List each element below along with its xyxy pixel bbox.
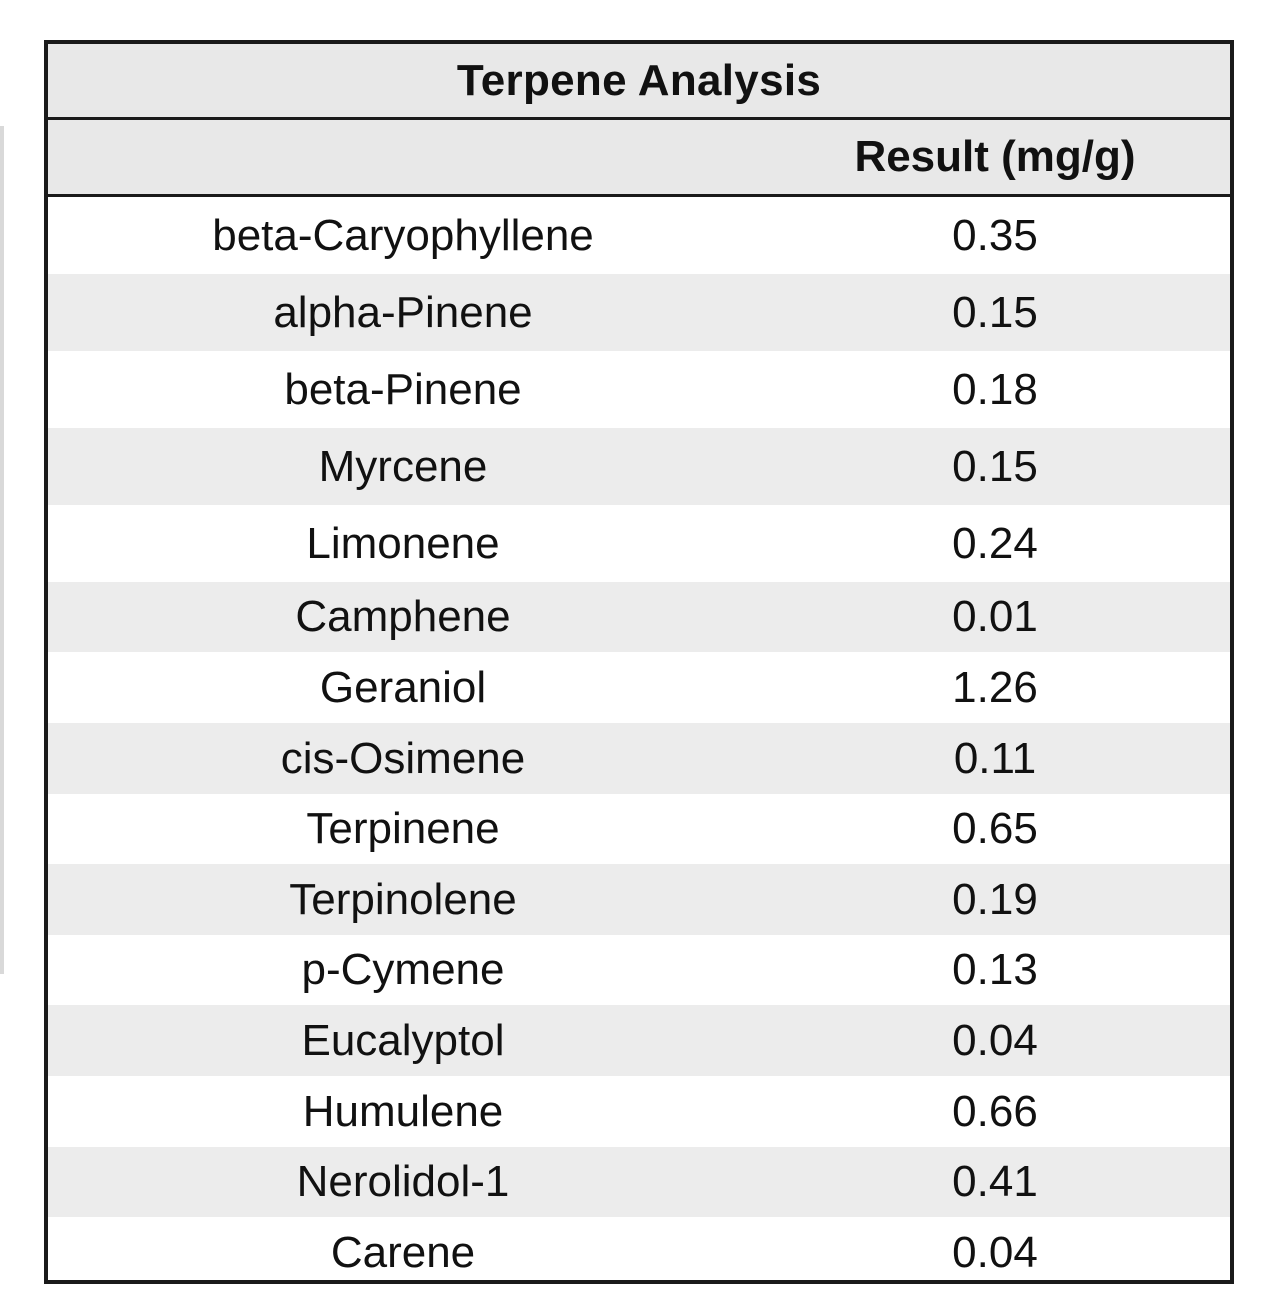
result-value-cell: 0.15 xyxy=(952,441,1038,491)
terpene-name-cell: Carene xyxy=(330,1227,476,1277)
result-value-cell: 0.04 xyxy=(952,1227,1038,1277)
result-value-cell: 0.66 xyxy=(952,1086,1038,1136)
table-row xyxy=(48,864,1230,935)
table-row xyxy=(48,1005,1230,1076)
result-value-cell: 0.41 xyxy=(952,1157,1038,1206)
table-row xyxy=(48,794,1230,864)
table-body xyxy=(48,197,1230,1288)
terpene-name-cell: beta-Pinene xyxy=(284,364,522,414)
table-row xyxy=(48,582,1230,652)
table-row xyxy=(48,652,1230,723)
result-value-cell: 0.04 xyxy=(952,1015,1038,1065)
result-value-cell: 0.19 xyxy=(952,874,1038,924)
terpene-name-cell: Terpinolene xyxy=(289,874,517,924)
column-header-row xyxy=(48,120,1230,197)
terpene-name-cell: cis-Osimene xyxy=(280,733,526,783)
result-value-cell: 0.35 xyxy=(952,210,1038,260)
table-title-bar xyxy=(48,44,1230,120)
result-value-cell: 1.26 xyxy=(952,662,1038,712)
terpene-name-cell: Nerolidol-1 xyxy=(296,1157,510,1206)
table-row xyxy=(48,197,1230,274)
table-row xyxy=(48,935,1230,1005)
result-value-cell: 0.24 xyxy=(952,518,1038,568)
table-row xyxy=(48,505,1230,582)
left-edge-divider xyxy=(0,126,4,974)
result-value-cell: 0.13 xyxy=(952,945,1038,994)
result-value-cell: 0.01 xyxy=(952,592,1038,641)
table-row xyxy=(48,1076,1230,1147)
terpene-name-cell: Eucalyptol xyxy=(301,1015,505,1065)
result-column-header: Result (mg/g) xyxy=(854,132,1136,181)
table-title: Terpene Analysis xyxy=(456,55,822,105)
result-value-cell: 0.15 xyxy=(952,287,1038,337)
table-row xyxy=(48,1147,1230,1217)
table-row xyxy=(48,723,1230,794)
terpene-name-cell: Myrcene xyxy=(318,441,488,491)
terpene-name-cell: beta-Caryophyllene xyxy=(212,210,594,260)
table-row xyxy=(48,274,1230,351)
terpene-name-cell: Geraniol xyxy=(319,662,487,712)
terpene-name-cell: alpha-Pinene xyxy=(273,287,533,337)
terpene-name-cell: p-Cymene xyxy=(301,945,505,994)
result-value-cell: 0.18 xyxy=(952,364,1038,414)
terpene-name-cell: Terpinene xyxy=(306,804,500,853)
result-value-cell: 0.65 xyxy=(952,804,1038,853)
terpene-name-cell: Camphene xyxy=(295,592,511,641)
table-row xyxy=(48,1217,1230,1288)
terpene-analysis-table xyxy=(44,40,1234,1284)
terpene-name-cell: Humulene xyxy=(302,1086,504,1136)
table-row xyxy=(48,428,1230,505)
terpene-name-cell: Limonene xyxy=(306,518,500,568)
result-value-cell: 0.11 xyxy=(953,733,1037,783)
table-row xyxy=(48,351,1230,428)
